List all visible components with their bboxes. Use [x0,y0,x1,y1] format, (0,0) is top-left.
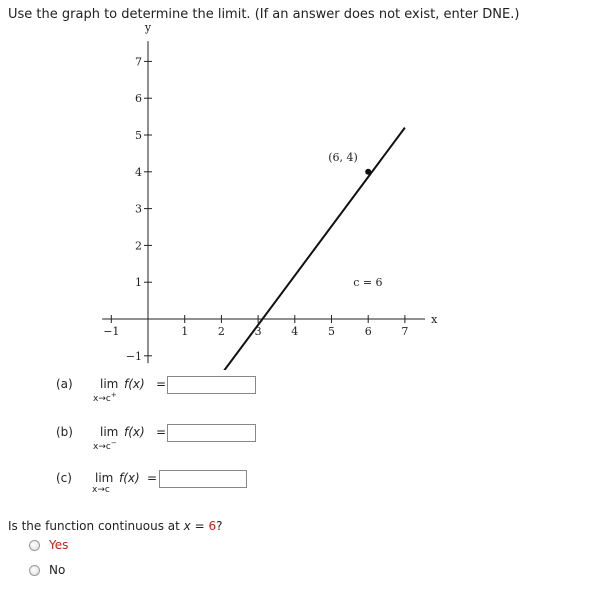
y-tick-label: 2 [135,239,142,253]
part-a-label: (a) [56,377,73,391]
part-c-lim-subscript: x→c [92,485,110,495]
x-tick-label: 2 [217,325,225,338]
yes-radio[interactable] [29,540,40,551]
instructions-text: Use the graph to determine the limit. (If an answer does not exist, enter DNE.) [8,7,520,22]
axes [102,41,425,363]
x-tick-label: 6 [364,325,372,338]
part-b-label: (b) [56,425,73,439]
part-a-equals: = [156,377,167,391]
y-tick-label: 4 [135,165,142,179]
y-tick-label: 3 [135,202,142,216]
point-marker [365,169,371,175]
y-tick-label: 1 [135,276,142,290]
part-a-lim-subscript: x→c+ [93,391,117,404]
x-tick-label: 7 [401,325,409,338]
part-b-equals: = [156,425,167,439]
ticks [111,61,405,355]
part-a-answer-input[interactable] [167,376,256,394]
part-b-lim-subscript: x→c− [93,439,117,452]
no-label[interactable]: No [49,563,66,577]
function-line [221,128,405,370]
part-a-lim: lim [100,377,119,391]
point-label: (6, 4) [328,150,358,164]
x-tick-label: −1 [103,325,120,338]
y-tick-label: 7 [135,55,142,69]
x-tick-label: 5 [328,325,335,338]
part-c-label: (c) [56,471,72,485]
y-axis-label: y [144,21,152,35]
part-a-func: f(x) [124,377,145,391]
c-label: c = 6 [353,276,383,290]
x-tick-label: 4 [291,325,299,338]
continuity-question: Is the function continuous at x = 6? [8,519,223,533]
part-b-answer-input[interactable] [167,424,256,442]
part-c-lim: lim [95,471,114,485]
x-axis-label: x [431,313,438,326]
yes-label[interactable]: Yes [49,538,69,552]
y-tick-label: 6 [135,92,142,106]
part-c-func: f(x) [119,471,140,485]
part-b-lim: lim [100,425,119,439]
x-tick-label: 3 [254,325,262,338]
part-b-func: f(x) [124,425,145,439]
no-radio[interactable] [29,565,40,576]
part-c-answer-input[interactable] [159,470,247,488]
x-tick-label: 1 [181,325,189,338]
y-tick-label: −1 [125,349,142,363]
part-c-equals: = [147,471,158,485]
y-tick-label: 5 [135,129,142,142]
